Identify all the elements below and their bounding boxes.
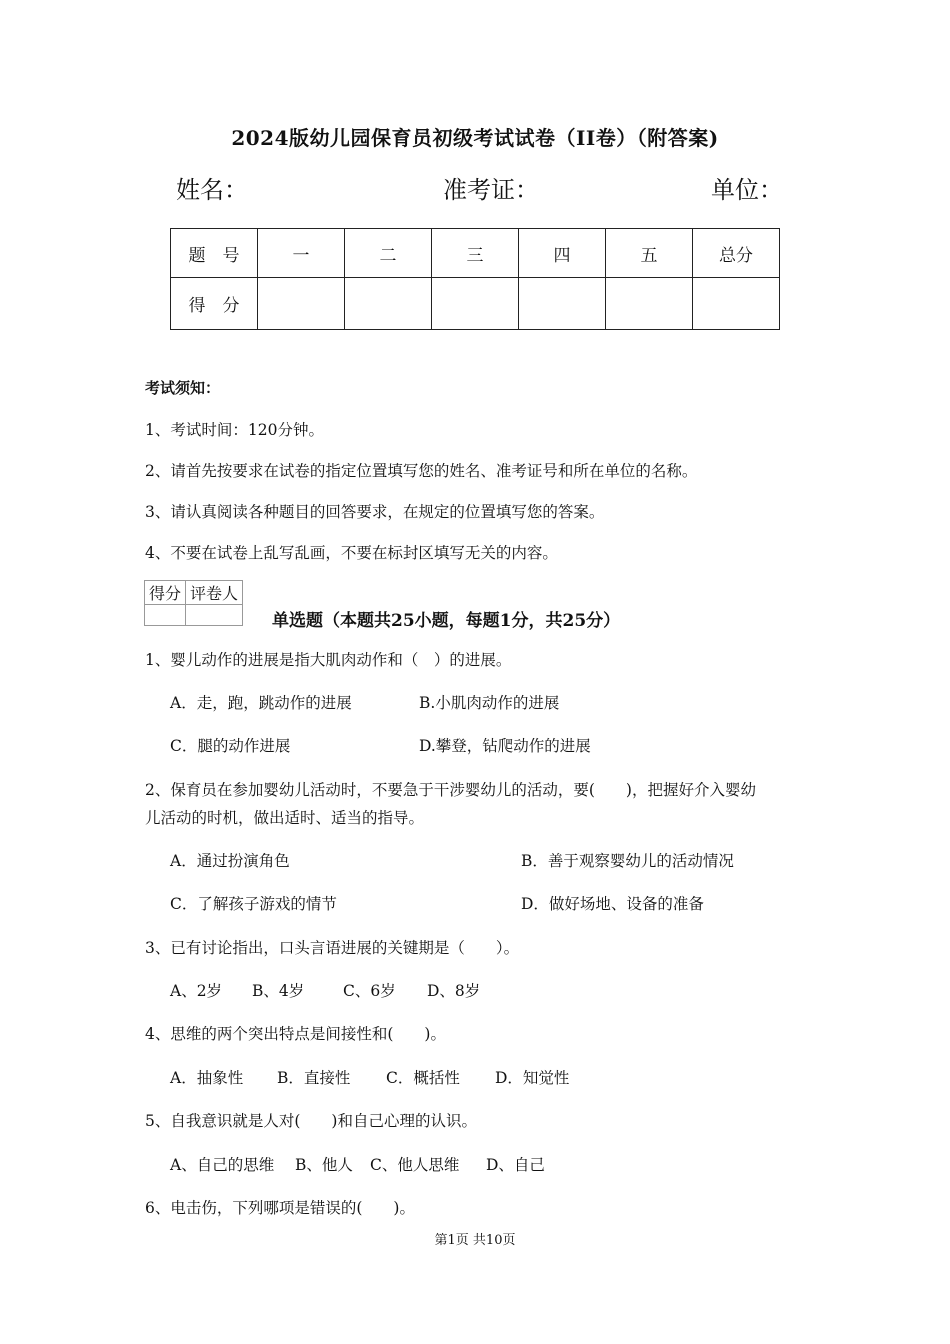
question-option: B.小肌肉动作的进展 (419, 694, 560, 712)
grader-table (144, 580, 243, 626)
exam-id-field-label: 准考证： (443, 176, 539, 204)
grader-table-grader-cell[interactable] (186, 605, 243, 626)
score-table (170, 228, 780, 330)
score-table-col-2: 二 (345, 229, 432, 278)
question-option: D.攀登，钻爬动作的进展 (419, 737, 591, 755)
question-stem: 4、思维的两个突出特点是间接性和( )。 (145, 1025, 446, 1043)
score-table-label-question: 题 号 (171, 229, 258, 278)
question-option: C、他人思维 (370, 1156, 460, 1174)
score-table-col-1: 一 (258, 229, 345, 278)
question-option: C．了解孩子游戏的情节 (170, 895, 337, 913)
question-stem: 2、保育员在参加婴幼儿活动时，不要急于干涉婴幼儿的活动，要( )，把握好介入婴幼 (145, 781, 756, 799)
grader-table-score-label: 得分 (145, 581, 186, 605)
question-option: D．知觉性 (495, 1069, 570, 1087)
score-cell-total[interactable] (693, 278, 780, 330)
question-option: C、6岁 (343, 982, 396, 1000)
notice-item: 2、请首先按要求在试卷的指定位置填写您的姓名、准考证号和所在单位的名称。 (145, 462, 698, 480)
score-table-col-4: 四 (519, 229, 606, 278)
page-title: 2024版幼儿园保育员初级考试试卷（II卷）（附答案) (231, 126, 719, 150)
question-option: A．通过扮演角色 (170, 852, 290, 870)
question-option: D．做好场地、设备的准备 (521, 895, 704, 913)
question-option: A．走，跑，跳动作的进展 (170, 694, 352, 712)
grader-table-grader-label: 评卷人 (186, 581, 243, 605)
score-cell-5[interactable] (606, 278, 693, 330)
question-option: A．抽象性 (170, 1069, 244, 1087)
question-option: B、他人 (295, 1156, 353, 1174)
section-title: 单选题（本题共25小题，每题1分，共25分） (272, 611, 621, 631)
question-option: B、4岁 (252, 982, 305, 1000)
score-table-col-3: 三 (432, 229, 519, 278)
question-option: A、自己的思维 (170, 1156, 275, 1174)
question-stem: 3、已有讨论指出，口头言语进展的关键期是（ ）。 (145, 939, 520, 957)
question-option: B．善于观察婴幼儿的活动情况 (521, 852, 734, 870)
question-option: C．概括性 (386, 1069, 460, 1087)
page-footer: 第1页 共10页 (434, 1233, 516, 1248)
score-table-score-row (171, 278, 780, 330)
notice-item: 3、请认真阅读各种题目的回答要求，在规定的位置填写您的答案。 (145, 503, 605, 521)
question-stem-continued: 儿活动的时机，做出适时、适当的指导。 (145, 809, 425, 827)
score-cell-2[interactable] (345, 278, 432, 330)
question-stem: 1、婴儿动作的进展是指大肌肉动作和（ ）的进展。 (145, 651, 512, 669)
score-table-header-row (171, 229, 780, 278)
grader-table-score-cell[interactable] (145, 605, 186, 626)
question-option: D、8岁 (427, 982, 481, 1000)
notice-item: 4、不要在试卷上乱写乱画，不要在标封区填写无关的内容。 (145, 544, 558, 562)
score-cell-1[interactable] (258, 278, 345, 330)
score-table-col-5: 五 (606, 229, 693, 278)
notice-item: 1、考试时间：120分钟。 (145, 421, 324, 439)
score-table-label-score: 得 分 (171, 278, 258, 330)
score-table-col-total: 总分 (693, 229, 780, 278)
score-cell-3[interactable] (432, 278, 519, 330)
question-stem: 6、电击伤，下列哪项是错误的( )。 (145, 1199, 415, 1217)
question-option: A、2岁 (170, 982, 223, 1000)
question-option: D、自己 (486, 1156, 545, 1174)
unit-field-label: 单位： (711, 176, 783, 204)
name-field-label: 姓名： (176, 176, 248, 204)
question-stem: 5、自我意识就是人对( )和自己心理的认识。 (145, 1112, 477, 1130)
score-cell-4[interactable] (519, 278, 606, 330)
notice-heading: 考试须知： (145, 379, 221, 397)
question-option: C．腿的动作进展 (170, 737, 291, 755)
question-option: B．直接性 (277, 1069, 351, 1087)
